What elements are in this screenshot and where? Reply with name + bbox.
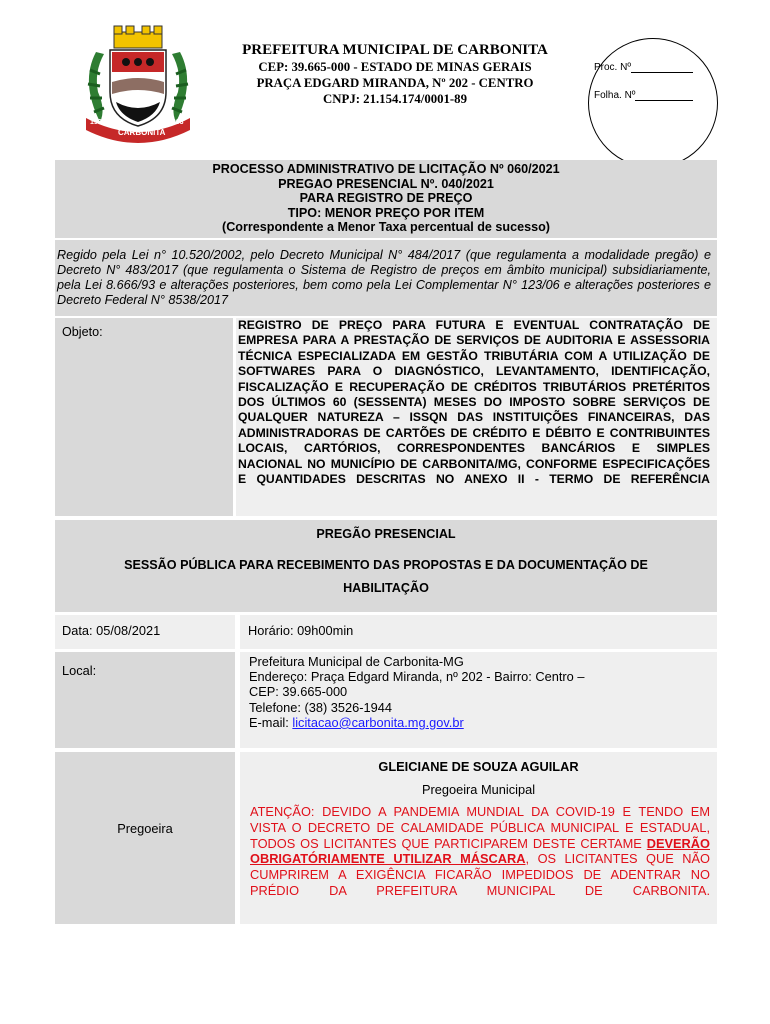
objeto-label: Objeto:	[62, 325, 103, 339]
covid-notice	[250, 804, 710, 899]
local-details	[249, 654, 709, 730]
covid-notice-mask: DEVERÃO OBRIGATÓRIAMENTE UTILIZAR MÁSCARA	[250, 835, 710, 867]
process-number: PROCESSO ADMINISTRATIVO DE LICITAÇÃO Nº 060/2021	[212, 162, 560, 176]
tipo-detail: (Correspondente a Menor Taxa percentual de sucesso)	[222, 220, 550, 235]
seal-year-right: 1963	[168, 119, 184, 126]
process-title-block	[55, 160, 717, 238]
pregoeira-left-cell	[55, 752, 235, 924]
email-label: E-mail:	[249, 714, 293, 730]
folha-label: Folha. Nº	[594, 90, 636, 101]
covid-notice-part2: , OS LICITANTES QUE NÃO CUMPRIREM A EXIGÊNCIA FICARÃO IMPEDIDOS DE ADENTRAR NO PRÉDIO DA PREFEITURA MUNICIPAL DE CARBONITA.	[250, 851, 710, 898]
header-municipality: PREFEITURA MUNICIPAL DE CARBONITA	[242, 42, 548, 58]
local-email-row	[249, 715, 709, 730]
local-label: Local:	[62, 663, 97, 678]
objeto-left-cell	[55, 318, 233, 516]
pregao-number: PREGAO PRESENCIAL Nº. 040/2021	[278, 176, 494, 191]
local-address: Endereço: Praça Edgard Miranda, nº 202 - Bairro: Centro –	[249, 669, 585, 685]
municipal-seal	[76, 22, 200, 146]
proc-number-field	[594, 62, 693, 73]
seal-ribbon-text: CARBONITA	[118, 128, 166, 137]
local-phone: Telefone: (38) 3526-1944	[249, 699, 393, 715]
pregoeira-label: Pregoeira	[117, 821, 173, 836]
sessao-title: PREGÃO PRESENCIAL	[316, 527, 456, 541]
protocol-stamp	[588, 38, 718, 168]
header-cnpj: CNPJ: 21.154.174/0001-89	[323, 92, 467, 106]
local-name: Prefeitura Municipal de Carbonita-MG	[249, 654, 464, 669]
folha-number-field	[594, 90, 693, 101]
header-cep: CEP: 39.665-000 - ESTADO DE MINAS GERAIS	[258, 60, 532, 74]
sessao-block	[55, 520, 717, 612]
pregoeira-name: GLEICIANE DE SOUZA AGUILAR	[378, 759, 579, 774]
registro-preco: PARA REGISTRO DE PREÇO	[299, 191, 473, 206]
session-date: Data: 05/08/2021	[62, 623, 161, 638]
local-cep: CEP: 39.665-000	[249, 684, 348, 700]
session-time: Horário: 09h00min	[248, 623, 354, 638]
regido-text: Regido pela Lei n° 10.520/2002, pelo Decreto Municipal N° 484/2017 (que regulamenta a modalidade pregão) e Decreto N° 483/2017 (que regulamenta o Sistema de Registro de preços em âmbito municipal) subsidiariamente, pela Lei 8.666/93 e alterações posteriores, bem como pela Lei Complementar N° 123/06 e alterações posteriores e Decreto Federal N° 8538/2017	[57, 248, 711, 307]
tipo: TIPO: MENOR PREÇO POR ITEM	[287, 205, 485, 220]
proc-label: Proc. Nº	[594, 62, 631, 73]
seal-year-left: 1938	[90, 119, 106, 126]
sessao-subtitle-1: SESSÃO PÚBLICA PARA RECEBIMENTO DAS PROPOSTAS E DA DOCUMENTAÇÃO DE	[124, 558, 648, 572]
email-link[interactable]: licitacao@carbonita.mg.gov.br	[292, 714, 464, 730]
pregoeira-role: Pregoeira Municipal	[421, 782, 536, 797]
objeto-text: REGISTRO DE PREÇO PARA FUTURA E EVENTUAL CONTRATAÇÃO DE EMPRESA PARA A PRESTAÇÃO DE SERVIÇOS DE AUDITORIA E ASSESSORIA TÉCNICA ESPECIALIZADA EM GESTÃO TRIBUTÁRIA COM A UTILIZAÇÃO DE SOFTWARES PARA O DIAGNÓSTICO, LEVANTAMENTO, IDENTIFICAÇÃO, FISCALIZAÇÃO E RECUPERAÇÃO DE CRÉDITOS TRIBUTÁRIOS PRETÉRITOS DOS ÚLTIMOS 60 (SESSENTA) MESES DO IMPOSTO SOBRE SERVIÇOS DE QUALQUER NATUREZA – ISSQN DAS INSTITUIÇÕES FINANCEIRAS, DAS ADMINISTRADORAS DE CARTÕES DE CRÉDITO E DÉBITO E CONTRIBUINTES LOCAIS, CARTÓRIOS, CORRESPONDENTES BANCÁRIOS E SIMPLES NACIONAL NO MUNICÍPIO DE CARBONITA/MG, CONFORME ESPECIFICAÇÕES E QUANTIDADES DESCRITAS NO ANEXO II - TERMO DE REFERÊNCIA	[238, 318, 710, 487]
header-address: PRAÇA EDGARD MIRANDA, Nº 202 - CENTRO	[256, 76, 534, 90]
sessao-subtitle-2: HABILITAÇÃO	[343, 581, 429, 595]
covid-notice-part1: ATENÇÃO: DEVIDO A PANDEMIA MUNDIAL DA COVID-19 E TENDO EM VISTA O DECRETO DE CALAMIDADE PÚBLICA MUNICIPAL E ESTADUAL, TODOS OS LICITANTES QUE PARTICIPAREM DESTE CERTAME	[250, 804, 710, 851]
